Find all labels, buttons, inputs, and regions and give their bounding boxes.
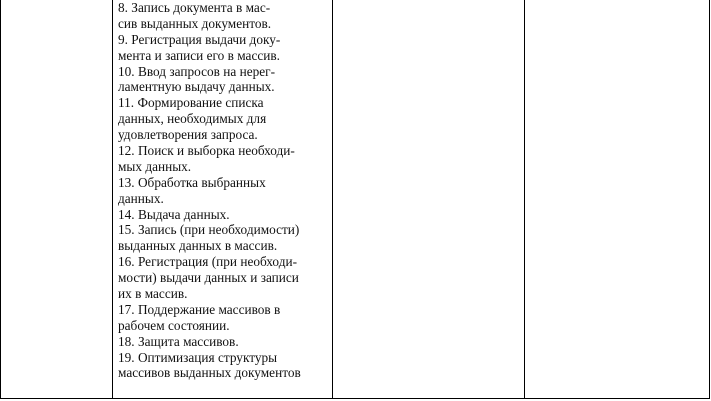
list-line: удовлетворения запроса. bbox=[118, 127, 258, 143]
column-divider-1 bbox=[112, 0, 113, 398]
list-line: мости) выдачи данных и записи bbox=[118, 270, 299, 286]
list-line: массивов выданных документов bbox=[118, 365, 301, 381]
list-line: рабочем состоянии. bbox=[118, 317, 230, 333]
list-line: данных, необходимых для bbox=[118, 111, 267, 127]
list-line: сив выданных документов. bbox=[118, 15, 272, 31]
list-line: 18. Защита массивов. bbox=[118, 333, 239, 349]
list-line: 19. Оптимизация структуры bbox=[118, 349, 278, 365]
list-line: 12. Поиск и выборка необходи- bbox=[118, 143, 295, 159]
list-line: мента и записи его в массив. bbox=[118, 47, 280, 63]
list-line: 17. Поддержание массивов в bbox=[118, 301, 281, 317]
list-line: 11. Формирование списка bbox=[118, 95, 264, 111]
list-line: данных. bbox=[118, 190, 164, 206]
list-line: выданных данных в массив. bbox=[118, 238, 278, 254]
column-divider-3 bbox=[524, 0, 525, 398]
list-line: 13. Обработка выбранных bbox=[118, 174, 266, 190]
list-line: 15. Запись (при необходимости) bbox=[118, 222, 300, 238]
procedure-list-cell bbox=[118, 0, 333, 381]
list-line: 16. Регистрация (при необходи- bbox=[118, 254, 298, 270]
list-line: 8. Запись документа в мас- bbox=[118, 0, 271, 15]
list-line: 14. Выдача данных. bbox=[118, 206, 230, 222]
list-line: мых данных. bbox=[118, 158, 192, 174]
list-line: ламентную выдачу данных. bbox=[118, 79, 275, 95]
list-line: 10. Ввод запросов на нерег- bbox=[118, 63, 276, 79]
list-line: их в массив. bbox=[118, 286, 188, 302]
list-line: 9. Регистрация выдачи доку- bbox=[118, 31, 281, 47]
